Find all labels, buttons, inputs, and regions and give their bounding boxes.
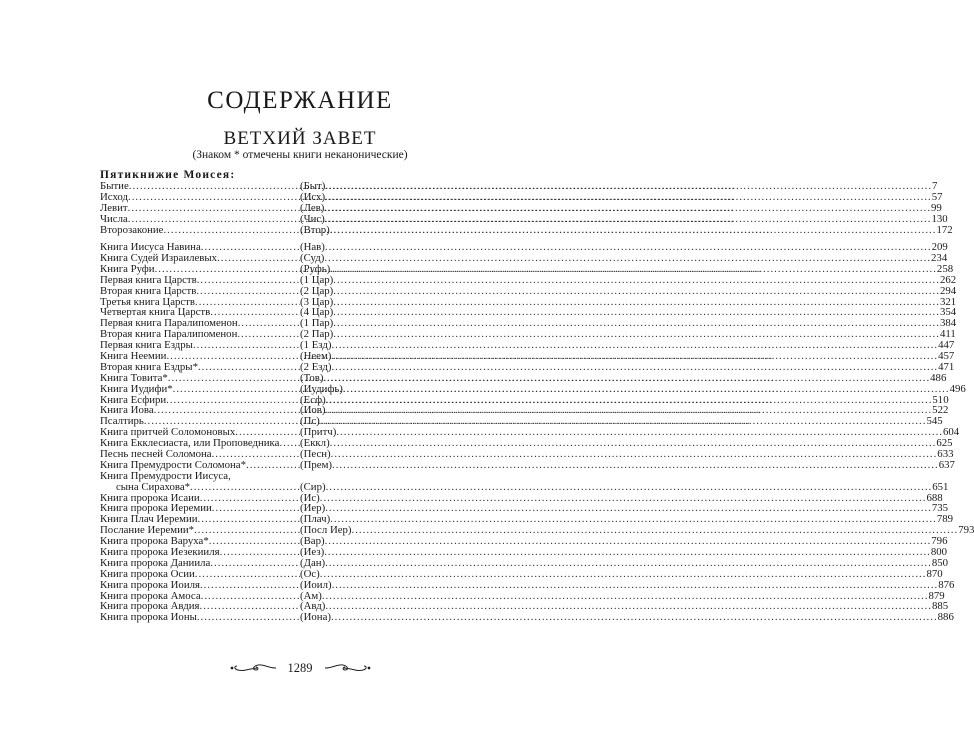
toc-entry-title: Книга Иисуса Навина	[100, 241, 201, 254]
toc-entry-title: Первая книга Ездры	[100, 339, 193, 352]
toc-entry-title: Исход	[100, 190, 129, 203]
toc-entry-abbreviation: (Иер)	[300, 502, 326, 515]
toc-entry-page: 604	[943, 426, 960, 439]
toc-entry-abbreviation: (Суд)	[300, 251, 325, 264]
toc-entry-abbreviation: (Притч)	[300, 426, 337, 439]
toc-entry-title: Первая книга Паралипоменон	[100, 317, 238, 330]
toc-entry-abbreviation: (Плач)	[300, 513, 331, 526]
toc-entry	[100, 611, 954, 624]
toc-entry-title: Третья книга Царств	[100, 295, 195, 308]
toc-entry-abbreviation: (Еккл)	[300, 437, 330, 450]
toc-entry-title: Книга пророка Исаии	[100, 491, 200, 504]
dot-leader	[323, 373, 930, 384]
toc-entry-page: 886	[937, 611, 954, 624]
dot-leader	[194, 525, 300, 536]
page-footer	[230, 658, 370, 678]
group-heading: Пятикнижие Моисея:	[100, 169, 236, 181]
toc-entry	[100, 480, 949, 493]
toc-entry-title: Книга пророка Иезекииля	[100, 545, 220, 558]
toc-entry-title: Вторая книга Паралипоменон	[100, 328, 238, 341]
dot-leader	[333, 275, 940, 286]
dot-leader	[197, 612, 300, 623]
toc-entry-page: 876	[938, 578, 955, 591]
toc-entry-page: 850	[931, 556, 949, 569]
toc-entry	[100, 471, 488, 482]
toc-entry-abbreviation: (Иона)	[300, 611, 331, 624]
toc-entry-page: 447	[938, 339, 955, 352]
toc-entry-page: 637	[938, 458, 955, 471]
dot-leader	[195, 297, 300, 308]
toc-entry-abbreviation: (2 Пар)	[300, 328, 334, 341]
dot-leader	[332, 580, 939, 591]
toc-entry-abbreviation: (Посл Иер)	[300, 524, 352, 537]
toc-entry-page: 510	[932, 393, 949, 406]
toc-entry-title: Послание Иеремии*	[100, 524, 195, 537]
toc-entry-page: 258	[936, 262, 954, 275]
toc-entry-title: Книга пророка Амоса	[100, 589, 201, 602]
toc-entry-page: 486	[930, 371, 947, 384]
toc-entry-page: 7	[932, 180, 938, 192]
dot-leader	[200, 580, 300, 591]
toc-entry-abbreviation: (Тов)	[300, 371, 324, 384]
dot-leader	[237, 329, 300, 340]
dot-leader	[331, 612, 938, 623]
toc-entry-abbreviation: (Неем)	[300, 349, 332, 362]
dot-leader	[200, 493, 300, 504]
toc-entry-title: Книга Неемии	[100, 349, 167, 362]
toc-entry-title: Книга Иудифи*	[100, 382, 173, 395]
dot-leader	[246, 460, 300, 471]
toc-entry-page: 800	[930, 545, 948, 558]
toc-entry-abbreviation: (Чис)	[300, 212, 325, 225]
toc-entry-page: 796	[931, 535, 948, 548]
section-note: (Знаком * отмечены книги неканонические)	[192, 149, 408, 161]
toc-entry-abbreviation: (Прем)	[300, 458, 333, 471]
toc-entry-abbreviation: (1 Цар)	[300, 273, 334, 286]
toc-entry	[100, 371, 947, 384]
dot-leader	[325, 214, 932, 225]
toc-entry-page: 99	[931, 201, 942, 214]
toc-entry-title: Книга пророка Осии	[100, 567, 195, 580]
toc-entry-title: Книга притчей Соломоновых	[100, 426, 236, 439]
section-title: ВЕТХИЙ ЗАВЕТ	[223, 128, 377, 149]
toc-entry-page: 870	[926, 567, 943, 580]
toc-entry-abbreviation: (Пс)	[300, 415, 320, 428]
flourish-ornament-icon	[228, 661, 278, 675]
toc-entry-page: 354	[939, 306, 957, 319]
toc-entry-abbreviation: (Нав)	[300, 241, 325, 254]
dot-leader	[198, 514, 300, 525]
page-title: СОДЕРЖАНИЕ	[207, 87, 393, 114]
dot-leader	[330, 225, 937, 236]
dot-leader	[201, 591, 300, 602]
dot-leader	[220, 547, 300, 558]
toc-entry-page: 651	[932, 480, 949, 493]
toc-entry-abbreviation: (Исх)	[300, 190, 326, 203]
toc-entry-page: 471	[938, 360, 955, 373]
toc-entry-title: Книга пророка Ионы	[100, 611, 197, 624]
toc-entry-title: Числа	[100, 212, 128, 225]
dot-leader	[326, 482, 933, 493]
toc-entry-abbreviation: (Авд)	[300, 600, 326, 613]
toc-entry-abbreviation: (3 Цар)	[300, 295, 334, 308]
toc-entry-abbreviation: (Дан)	[300, 556, 326, 569]
toc-entry-page: 496	[949, 382, 966, 395]
toc-entry-abbreviation: (Ос)	[300, 567, 320, 580]
toc-entry-abbreviation: (2 Цар)	[300, 284, 334, 297]
toc-entry-title: сына Сирахова*	[116, 480, 191, 493]
toc-entry-page: 633	[937, 447, 954, 460]
toc-entry-abbreviation: (Ис)	[300, 491, 320, 504]
toc-entry-abbreviation: (Лев)	[300, 201, 325, 214]
toc-entry-title: Книга Товита*	[100, 371, 168, 384]
toc-entry-page: 688	[926, 491, 943, 504]
toc-entry	[100, 212, 948, 225]
toc-entry-abbreviation: (Втор)	[300, 223, 330, 236]
toc-entry	[100, 578, 955, 591]
toc-entry-title: Первая книга Царств	[100, 273, 197, 286]
toc-entry-abbreviation: (Иудифь)	[300, 382, 343, 395]
toc-entry-abbreviation: (4 Цар)	[300, 306, 334, 319]
toc-entry-title: Книга пророка Даниила	[100, 556, 211, 569]
toc-entry-page: 234	[931, 251, 948, 264]
toc-entry-page: 321	[939, 295, 957, 308]
toc-entry-page: 130	[931, 212, 948, 225]
toc-entry-title: Книга пророка Иоиля	[100, 578, 200, 591]
toc-entry-abbreviation: (Песн)	[300, 447, 331, 460]
dot-leader	[209, 536, 300, 547]
toc-entry-page: 879	[928, 589, 945, 602]
toc-entry-title: Книга Иова	[100, 404, 154, 417]
dot-leader	[190, 482, 300, 493]
toc-entry-title: Бытие	[100, 180, 129, 192]
toc-entry-page: 411	[939, 328, 956, 341]
toc-entry-title: Книга Есфири	[100, 393, 167, 406]
toc-entry-title: Песнь песней Соломона	[100, 447, 212, 460]
toc-entry-title: Книга Плач Иеремии	[100, 513, 198, 526]
table-of-contents	[100, 180, 974, 624]
dot-leader	[197, 275, 300, 286]
toc-entry-abbreviation: (Вар)	[300, 535, 325, 548]
toc-entry	[100, 273, 957, 286]
dot-leader	[238, 318, 300, 329]
toc-entry-title: Книга Судей Израилевых	[100, 251, 218, 264]
toc-entry-abbreviation: (2 Езд)	[300, 360, 332, 373]
toc-entry	[100, 382, 966, 395]
toc-entry-title: Книга пророка Авдия	[100, 600, 200, 613]
toc-entry-title: Вторая книга Ездры*	[100, 360, 198, 373]
dot-leader	[343, 384, 950, 395]
toc-entry-page: 789	[936, 513, 954, 526]
toc-entry-title: Книга пророка Иеремии	[100, 502, 212, 515]
toc-entry-page: 522	[932, 404, 949, 417]
page-number: 1289	[287, 661, 313, 675]
toc-entry-title: Левит	[100, 201, 128, 214]
dot-leader	[332, 460, 939, 471]
toc-entry-abbreviation: (1 Пар)	[300, 317, 334, 330]
toc-entry-title: Вторая книга Царств	[100, 284, 197, 297]
toc-entry-abbreviation: (Иов)	[300, 404, 326, 417]
dot-leader	[196, 286, 300, 297]
dot-leader	[195, 569, 300, 580]
toc-entry-abbreviation: (Иоил)	[300, 578, 332, 591]
toc-entry-abbreviation: (Ам)	[300, 589, 322, 602]
toc-entry-title: Книга Екклесиаста, или Проповедника	[100, 437, 280, 450]
toc-entry-title: Псалтирь	[100, 415, 144, 428]
toc-entry-page: 209	[931, 241, 948, 254]
toc-entry-page: 384	[939, 317, 957, 330]
toc-entry-abbreviation: (Иез)	[300, 545, 325, 558]
toc-entry-page: 57	[931, 190, 943, 203]
toc-entry-page: 545	[926, 415, 943, 428]
toc-entry-title: Книга Руфи	[100, 262, 155, 275]
toc-entry-page: 735	[931, 502, 949, 515]
toc-entry-page: 885	[931, 600, 949, 613]
toc-entry-page: 172	[936, 223, 953, 236]
toc-entry-title: Книга Премудрости Соломона*	[100, 458, 247, 471]
dot-leader	[333, 286, 940, 297]
toc-entry-abbreviation: (Быт)	[300, 180, 326, 192]
toc-entry-page: 625	[936, 437, 953, 450]
flourish-ornament-icon	[323, 661, 373, 675]
toc-entry-page: 457	[938, 349, 955, 362]
toc-entry	[100, 284, 957, 297]
dot-leader	[210, 558, 300, 569]
dot-leader	[279, 438, 300, 449]
toc-entry-title: Второзаконие	[100, 223, 164, 236]
dot-leader	[200, 601, 301, 612]
toc-entry-title: Книга пророка Варуха*	[100, 535, 209, 548]
toc-entry-abbreviation: (Есф)	[300, 393, 326, 406]
toc-entry-page: 793	[958, 524, 974, 537]
dot-leader	[212, 503, 300, 514]
toc-entry-title: Четвертая книга Царств	[100, 306, 211, 319]
toc-entry-title: Книга Премудрости Иисуса,	[100, 469, 231, 482]
toc-entry-abbreviation: (Сир)	[300, 480, 326, 493]
toc-entry-abbreviation: (1 Езд)	[300, 339, 332, 352]
toc-entry-abbreviation: (Руфь)	[300, 262, 331, 275]
toc-entry-page: 294	[939, 284, 957, 297]
toc-entry-page: 262	[939, 273, 957, 286]
toc-entry	[100, 223, 953, 236]
